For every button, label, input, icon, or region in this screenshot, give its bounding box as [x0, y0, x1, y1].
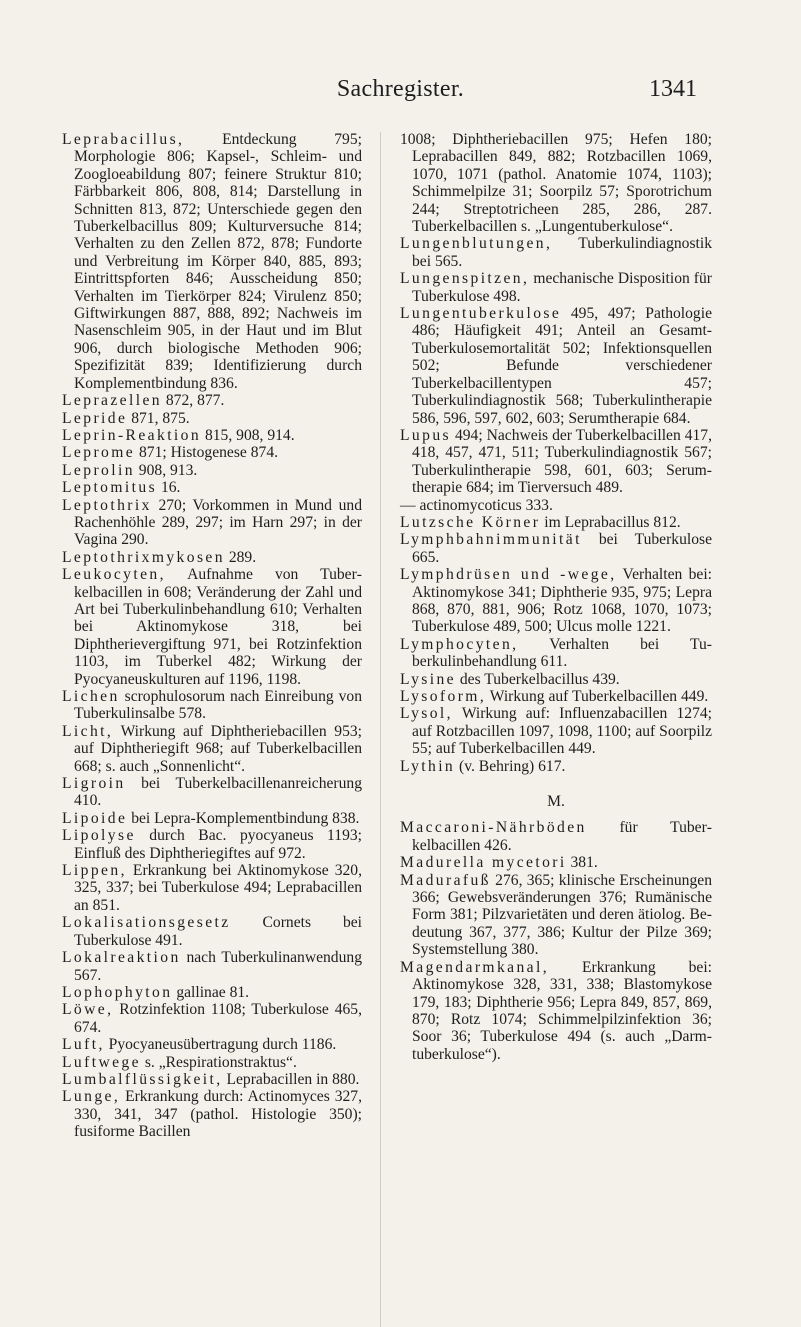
index-entry: Luftwege s. „Respirationstraktus“. — [62, 1053, 297, 1071]
index-entry: Lungenspitzen, mechanische Disposition für Tuberkulose 498. — [400, 270, 712, 305]
index-entry: Lymphdrüsen und -wege, Verhalten bei: Aktinomykose 341; Diphtherie 935, 975; Lepra 868, 870, 881, 906; Rotz 1068, 1070, 1073; Tuberkulose 489, 500; Ulcus molle 1221. — [400, 566, 712, 636]
page-number: 1341 — [649, 76, 697, 102]
index-entry: Lysoform, Wirkung auf Tuberkelbacillen 449. — [400, 688, 709, 705]
index-entry: Leprazellen 872, 877. — [62, 392, 225, 410]
index-entry: Madurella mycetori 381. — [400, 854, 598, 872]
index-entry: Lipolyse durch Bac. pyocyaneus 1193; Einfluß des Diphtheriegiftes auf 972. — [62, 827, 362, 862]
index-entry: Lophophyton gallinae 81. — [62, 983, 250, 1001]
index-column-right — [400, 131, 712, 1063]
index-entry: Lunge, Erkrankung durch: Actinomyces 327, 330, 341, 347 (pathol. Histologie 350); fusiforme Bacillen — [62, 1088, 362, 1141]
index-entry: Luft, Pyocyaneusübertragung durch 1186. — [62, 1036, 337, 1054]
index-entry: Leptomitus 16. — [62, 479, 181, 497]
index-entry: Magendarmkanal, Erkrankung bei: Aktinomykose 328, 331, 338; Blastomykose 179, 183; Diphtherie 956; Lepra 849, 857, 869, 870; Rotz 1074; Schimmelpilzinfektion 36; Soor 36; Tuberkulose 494 (s. auch „Darmtuberkulose“). — [400, 958, 712, 1063]
index-entry: Ligroin bei Tuberkelbacillenanreicherung 410. — [62, 775, 362, 810]
index-entry: Lumbalflüssigkeit, Leprabacillen in 880. — [62, 1070, 360, 1088]
index-entry: — actinomycoticus 333. — [400, 496, 553, 514]
index-entry: Lutzsche Körner im Leprabacillus 812. — [400, 513, 681, 531]
index-entry: Lippen, Erkrankung bei Aktinomykose 320, 325, 337; bei Tuberkulose 494; Leprabacillen an 851. — [62, 862, 362, 914]
index-entry: Lichen scrophulosorum nach Einreibung von Tuberkulinsalbe 578. — [62, 688, 362, 723]
index-entry: Licht, Wirkung auf Diphtheriebacillen 953; auf Diphtheriegift 968; auf Tuberkelbacillen 668; s. auch „Sonnenlicht“. — [62, 722, 362, 775]
index-entry: Leprome 871; Histogenese 874. — [62, 444, 279, 462]
index-entry: Lungentuberkulose 495, 497; Pathologie 486; Häufigkeit 491; Anteil an Gesamt-Tuberkulosemortalität 502; Infektionsquellen 502; Befunde verschiedener Tuberkelbacillentypen 457; Tuberkulindiagnostik 568; Tuberkulintherapie 586, 596, 597, 602, 603; Serumtherapie 684. — [400, 305, 712, 427]
index-entry: Lokalisationsgesetz Cornets bei Tuberkulose 491. — [62, 914, 362, 949]
page-title: Sachregister. — [336, 76, 465, 102]
index-entry: Lungenblutungen, Tuberkulindiagnostik bei 565. — [400, 235, 712, 270]
index-entry: Leprabacillus, Entdeckung 795; Morphologie 806; Kapsel-, Schleim- und Zoogloeabildung 807; feinere Struktur 810; Färbbarkeit 806, 808, 814; Darstellung in Schnitten 813, 872; Unterschiede gegen den Tuberkelbacillus 809; Kulturversuche 814; Verhalten zu den Zellen 872, 878; Fundorte und Verbreitung im Körper 840, 885, 893; Eintrittspforten 846; Ausscheidung 850; Verhalten im Tierkörper 824; Virulenz 850; Giftwirkungen 887, 888, 892; Nachweis im Nasenschleim 905, in der Haut und im Blut 906, durch biologische Methoden 906; Spezifizität 839; Identifizierung durch Komplementbindung 836. — [62, 131, 362, 392]
index-entry: Lymphbahnimmunität bei Tuberkulose 665. — [400, 531, 712, 566]
section-heading: M. — [547, 793, 565, 811]
index-entry: Lepride 871, 875. — [62, 409, 190, 427]
index-entry: Leprin-Reaktion 815, 908, 914. — [62, 426, 295, 444]
index-entry: Lupus 494; Nachweis der Tuberkelbacillen 417, 418, 457, 471, 511; Tuberkulindiagnostik 567; Tuberkulintherapie 598, 601, 603; Serumtherapie 684; im Tierversuch 489. — [400, 426, 712, 497]
index-entry: 1008; Diphtheriebacillen 975; Hefen 180; Leprabacillen 849, 882; Rotzbacillen 1069, 1070, 1071 (pathol. Anatomie 1074, 1103); Schimmelpilze 31; Soorpilz 57; Sporotrichum 244; Streptotricheen 285, 286, 287. Tuberkelbacillen s. „Lungentuberkulose“. — [400, 131, 712, 236]
index-entry: Lysol, Wirkung auf: Influenzabacillen 1274; auf Rotzbacillen 1097, 1098, 1100; auf Soorpilz 55; auf Tuberkelbacillen 449. — [400, 705, 712, 758]
index-entry: Leukocyten, Aufnahme von Tuberkelbacillen in 608; Veränderung der Zahl und Art bei Tuberkulinbehandlung 610; Verhalten bei Aktinomykose 318, bei Diphtherievergiftung 971, bei Rotzinfektion 1103, im Tuberkel 482; Wirkung der Pyocyaneuskulturen auf 1196, 1198. — [62, 566, 362, 688]
index-entry: Lythin (v. Behring) 617. — [400, 757, 566, 775]
column-divider — [380, 132, 381, 1327]
index-entry: Madurafuß 276, 365; klinische Erscheinungen 366; Gewebsveränderungen 376; Rumänische Form 381; Pilzvarietäten und deren ätiolog. Bedeutung 367, 377, 386; Kultur der Pilze 369; Systemstellung 380. — [400, 871, 712, 959]
index-entry: Lokalreaktion nach Tuberkulinanwendung 567. — [62, 949, 362, 984]
page-header — [0, 76, 801, 116]
index-entry: Lymphocyten, Verhalten bei Tuberkulinbehandlung 611. — [400, 635, 712, 671]
index-entry: Lipoide bei Lepra-Komplementbindung 838. — [62, 809, 360, 827]
index-column-left — [62, 131, 362, 1141]
index-entry: Leptothrix 270; Vorkommen in Mund und Rachenhöhle 289, 297; im Harn 297; in der Vagina 290. — [62, 496, 362, 549]
index-entry: Löwe, Rotzinfektion 1108; Tuberkulose 465, 674. — [62, 1001, 362, 1036]
index-entry: Leprolin 908, 913. — [62, 461, 198, 479]
index-entry: Maccaroni-Nährböden für Tuberkelbacillen 426. — [400, 819, 712, 854]
index-entry: Lysine des Tuberkelbacillus 439. — [400, 670, 620, 688]
index-entry: Leptothrixmykosen 289. — [62, 548, 257, 566]
